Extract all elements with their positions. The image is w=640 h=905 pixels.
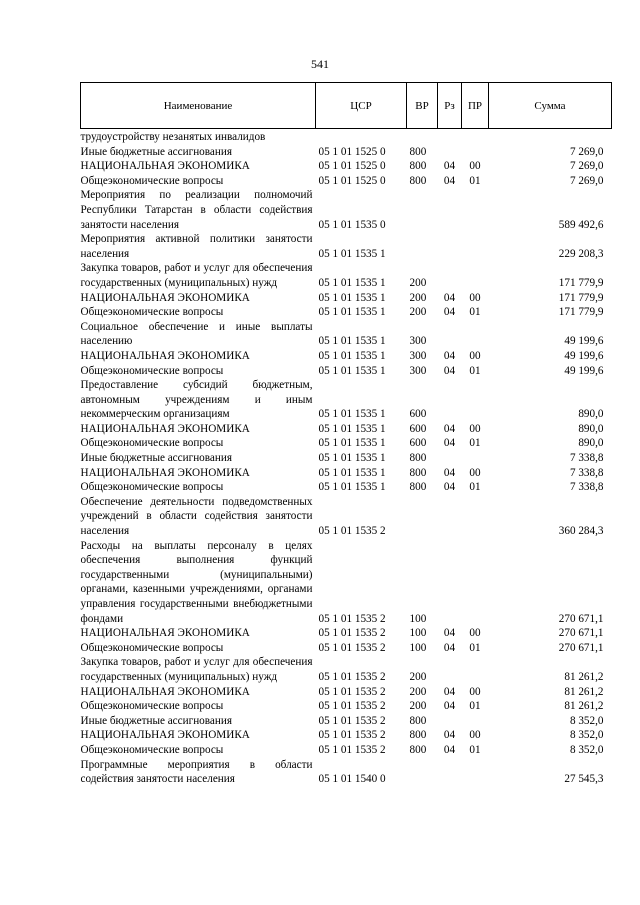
cell-name: Мероприятия по реализации полномочий Республики Татарстан в области содействия занятости населения [80, 189, 313, 231]
table-row [81, 129, 612, 145]
cell-name: Социальное обеспечение и иные выплаты населению [80, 320, 313, 348]
cell-rz [438, 539, 462, 627]
cell-csr: 05 1 01 1535 2 [318, 627, 386, 640]
cell-sum: 171 779,9 [558, 306, 604, 319]
cell-rz [438, 145, 462, 160]
cell-rz [438, 129, 462, 145]
cell-pr: 00 [469, 422, 481, 435]
cell-vr: 100 [409, 612, 427, 625]
cell-csr: 05 1 01 1525 0 [318, 160, 386, 173]
cell-rz [438, 758, 462, 787]
cell-sum: 270 671,1 [558, 627, 604, 640]
cell-sum: 7 269,0 [569, 160, 604, 173]
cell-sum: 171 779,9 [558, 276, 604, 289]
table-row [81, 655, 612, 684]
cell-name: Общеэкономические вопросы [80, 481, 224, 494]
cell-csr: 05 1 01 1535 1 [318, 247, 386, 260]
cell-csr: 05 1 01 1535 2 [318, 525, 386, 538]
cell-pr [462, 539, 489, 627]
cell-pr [462, 261, 489, 290]
cell-csr: 05 1 01 1535 1 [318, 364, 386, 377]
cell-vr: 800 [409, 174, 427, 187]
cell-pr [462, 495, 489, 539]
cell-vr: 100 [409, 627, 427, 640]
table-row [81, 728, 612, 743]
cell-vr: 600 [409, 408, 427, 421]
cell-name: трудоустройству незанятых инвалидов [80, 131, 266, 143]
cell-vr: 800 [409, 729, 427, 742]
cell-vr: 800 [409, 481, 427, 494]
cell-pr [462, 758, 489, 787]
cell-sum: 7 338,8 [569, 466, 604, 479]
cell-pr: 01 [469, 306, 481, 319]
cell-pr [462, 320, 489, 349]
table-row [81, 159, 612, 174]
cell-vr: 300 [409, 349, 427, 362]
cell-sum: 171 779,9 [558, 291, 604, 304]
cell-sum: 890,0 [578, 408, 604, 421]
cell-name: Общеэкономические вопросы [80, 641, 224, 654]
cell-pr: 01 [469, 641, 481, 654]
page-number: 541 [311, 57, 329, 71]
table-row [81, 714, 612, 729]
cell-vr: 800 [409, 714, 427, 727]
cell-sum: 360 284,3 [558, 525, 604, 538]
cell-pr: 00 [469, 627, 481, 640]
header-csr: ЦСР [316, 83, 407, 129]
header-vr: ВР [407, 83, 438, 129]
cell-csr: 05 1 01 1535 2 [318, 729, 386, 742]
cell-rz: 04 [443, 685, 456, 698]
table-row [81, 305, 612, 320]
cell-sum: 81 261,2 [564, 670, 604, 683]
cell-name: НАЦИОНАЛЬНАЯ ЭКОНОМИКА [80, 685, 250, 698]
cell-name: Предоставление субсидий бюджетным, автономным учреждениям и иным некоммерческим организациям [80, 379, 313, 421]
cell-csr: 05 1 01 1525 0 [318, 145, 386, 158]
table-row [81, 641, 612, 656]
cell-sum: 7 338,8 [569, 481, 604, 494]
cell-pr [462, 232, 489, 261]
cell-name: Общеэкономические вопросы [80, 174, 224, 187]
cell-pr: 01 [469, 174, 481, 187]
cell-rz: 04 [443, 160, 456, 173]
cell-sum: 49 199,6 [564, 349, 604, 362]
cell-csr [316, 129, 407, 145]
cell-vr: 100 [409, 641, 427, 654]
cell-sum: 49 199,6 [564, 364, 604, 377]
cell-sum: 7 338,8 [569, 452, 604, 465]
cell-csr: 05 1 01 1535 2 [318, 685, 386, 698]
cell-name: НАЦИОНАЛЬНАЯ ЭКОНОМИКА [80, 160, 250, 173]
cell-rz: 04 [443, 174, 456, 187]
cell-rz: 04 [443, 466, 456, 479]
table-row [81, 480, 612, 495]
cell-sum: 7 269,0 [569, 174, 604, 187]
cell-csr: 05 1 01 1535 1 [318, 422, 386, 435]
cell-csr: 05 1 01 1535 1 [318, 335, 386, 348]
cell-name: Обеспечение деятельности подведомственных учреждений в области содействия занятости населения [80, 495, 313, 538]
table-row [81, 232, 612, 261]
table-row [81, 743, 612, 758]
cell-rz [438, 261, 462, 290]
table-row [81, 495, 612, 539]
cell-csr: 05 1 01 1535 2 [318, 670, 386, 683]
cell-name: Закупка товаров, работ и услуг для обеспечения государственных (муниципальных) нужд [80, 262, 313, 289]
cell-vr: 800 [409, 160, 427, 173]
cell-csr: 05 1 01 1535 1 [318, 276, 386, 289]
cell-name: НАЦИОНАЛЬНАЯ ЭКОНОМИКА [80, 291, 250, 304]
cell-sum: 270 671,1 [558, 641, 604, 654]
table-header-row [81, 83, 612, 129]
cell-sum: 890,0 [578, 437, 604, 450]
cell-rz [438, 320, 462, 349]
cell-sum: 49 199,6 [564, 335, 604, 348]
cell-csr: 05 1 01 1525 0 [318, 174, 386, 187]
cell-pr: 01 [469, 700, 481, 713]
cell-name: Иные бюджетные ассигнования [80, 714, 232, 727]
cell-vr: 800 [409, 743, 427, 756]
table-row [81, 349, 612, 364]
cell-name: Иные бюджетные ассигнования [80, 452, 232, 465]
table-row [81, 174, 612, 189]
cell-vr: 600 [409, 437, 427, 450]
cell-sum: 81 261,2 [564, 700, 604, 713]
cell-name: Закупка товаров, работ и услуг для обеспечения государственных (муниципальных) нужд [80, 656, 313, 683]
cell-rz [438, 714, 462, 729]
cell-csr: 05 1 01 1535 2 [318, 641, 386, 654]
table-row [81, 291, 612, 306]
cell-vr: 200 [409, 291, 427, 304]
cell-pr [462, 714, 489, 729]
cell-csr: 05 1 01 1535 1 [318, 291, 386, 304]
cell-csr: 05 1 01 1535 1 [318, 481, 386, 494]
cell-name: НАЦИОНАЛЬНАЯ ЭКОНОМИКА [80, 729, 250, 742]
table-row [81, 364, 612, 379]
cell-vr [407, 232, 438, 261]
cell-rz: 04 [443, 627, 456, 640]
cell-sum: 8 352,0 [569, 743, 604, 756]
cell-name: НАЦИОНАЛЬНАЯ ЭКОНОМИКА [80, 466, 250, 479]
cell-rz: 04 [443, 743, 456, 756]
cell-csr: 05 1 01 1535 0 [318, 218, 386, 231]
cell-pr: 01 [469, 364, 481, 377]
cell-vr: 200 [409, 700, 427, 713]
cell-rz [438, 378, 462, 422]
cell-csr: 05 1 01 1535 1 [318, 408, 386, 421]
table-row [81, 261, 612, 290]
cell-name: Иные бюджетные ассигнования [80, 145, 232, 158]
cell-sum: 270 671,1 [558, 612, 604, 625]
table-row [81, 466, 612, 481]
cell-rz: 04 [443, 481, 456, 494]
cell-pr: 00 [469, 291, 481, 304]
cell-pr: 00 [469, 160, 481, 173]
cell-sum: 890,0 [578, 422, 604, 435]
cell-pr: 01 [469, 743, 481, 756]
cell-sum [489, 129, 612, 145]
cell-name: НАЦИОНАЛЬНАЯ ЭКОНОМИКА [80, 422, 250, 435]
cell-vr [407, 495, 438, 539]
cell-rz: 04 [443, 349, 456, 362]
header-name: Наименование [81, 83, 316, 129]
table-row [81, 626, 612, 641]
header-pr: ПР [462, 83, 489, 129]
cell-name: Общеэкономические вопросы [80, 306, 224, 319]
cell-sum: 8 352,0 [569, 729, 604, 742]
cell-vr: 800 [409, 466, 427, 479]
cell-pr: 01 [469, 481, 481, 494]
cell-pr: 00 [469, 729, 481, 742]
cell-rz: 04 [443, 422, 456, 435]
table-row [81, 451, 612, 466]
table-row [81, 320, 612, 349]
cell-pr [462, 378, 489, 422]
budget-table [80, 82, 612, 787]
cell-name: Общеэкономические вопросы [80, 364, 224, 377]
cell-name: Общеэкономические вопросы [80, 700, 224, 713]
cell-pr [462, 655, 489, 684]
cell-rz: 04 [443, 437, 456, 450]
table-row [81, 699, 612, 714]
cell-rz: 04 [443, 306, 456, 319]
cell-sum: 8 352,0 [569, 714, 604, 727]
table-body [81, 129, 612, 787]
cell-csr: 05 1 01 1535 2 [318, 700, 386, 713]
cell-name: Мероприятия активной политики занятости населения [80, 233, 313, 260]
cell-vr: 800 [409, 452, 427, 465]
cell-rz: 04 [443, 364, 456, 377]
cell-rz: 04 [443, 291, 456, 304]
cell-sum: 81 261,2 [564, 685, 604, 698]
table-row [81, 758, 612, 787]
cell-name: Общеэкономические вопросы [80, 743, 224, 756]
cell-vr: 200 [409, 685, 427, 698]
cell-sum: 7 269,0 [569, 145, 604, 158]
cell-vr: 600 [409, 422, 427, 435]
cell-vr: 300 [409, 335, 427, 348]
cell-vr [407, 188, 438, 232]
cell-name: Расходы на выплаты персоналу в целях обеспечения выполнения функций государственными (муниципальными) органами, казенными учреждениями, органами управления государственными внебюджетными фондами [80, 539, 313, 625]
cell-sum: 229 208,3 [558, 247, 604, 260]
cell-vr: 200 [409, 306, 427, 319]
cell-csr: 05 1 01 1535 1 [318, 452, 386, 465]
cell-pr: 00 [469, 685, 481, 698]
cell-pr: 00 [469, 466, 481, 479]
cell-rz [438, 232, 462, 261]
cell-vr [407, 758, 438, 787]
cell-rz [438, 188, 462, 232]
table-row [81, 378, 612, 422]
cell-csr: 05 1 01 1535 2 [318, 714, 386, 727]
cell-name: НАЦИОНАЛЬНАЯ ЭКОНОМИКА [80, 349, 250, 362]
cell-name: Программные мероприятия в области содействия занятости населения [80, 758, 313, 786]
cell-pr [462, 188, 489, 232]
table-row [81, 188, 612, 232]
header-rz: Рз [438, 83, 462, 129]
cell-csr: 05 1 01 1535 2 [318, 743, 386, 756]
cell-csr: 05 1 01 1535 2 [318, 612, 386, 625]
cell-csr: 05 1 01 1535 1 [318, 349, 386, 362]
cell-vr: 200 [409, 670, 427, 683]
table-row [81, 422, 612, 437]
cell-pr: 01 [469, 437, 481, 450]
cell-pr [462, 145, 489, 160]
cell-csr: 05 1 01 1535 1 [318, 437, 386, 450]
cell-csr: 05 1 01 1535 1 [318, 306, 386, 319]
cell-vr [407, 129, 438, 145]
cell-rz: 04 [443, 700, 456, 713]
cell-vr: 300 [409, 364, 427, 377]
cell-rz [438, 451, 462, 466]
cell-vr: 800 [409, 145, 427, 158]
cell-csr: 05 1 01 1540 0 [318, 773, 386, 786]
header-sum: Сумма [489, 83, 612, 129]
cell-pr [462, 451, 489, 466]
cell-rz: 04 [443, 641, 456, 654]
cell-name: Общеэкономические вопросы [80, 437, 224, 450]
cell-rz [438, 655, 462, 684]
table-row [81, 145, 612, 160]
cell-rz [438, 495, 462, 539]
cell-name: НАЦИОНАЛЬНАЯ ЭКОНОМИКА [80, 627, 250, 640]
cell-csr: 05 1 01 1535 1 [318, 466, 386, 479]
table-row [81, 685, 612, 700]
cell-pr [462, 129, 489, 145]
cell-sum: 589 492,6 [558, 218, 604, 231]
cell-pr: 00 [469, 349, 481, 362]
table-row [81, 539, 612, 627]
table-row [81, 436, 612, 451]
cell-vr: 200 [409, 276, 427, 289]
cell-sum: 27 545,3 [564, 773, 604, 786]
cell-rz: 04 [443, 729, 456, 742]
